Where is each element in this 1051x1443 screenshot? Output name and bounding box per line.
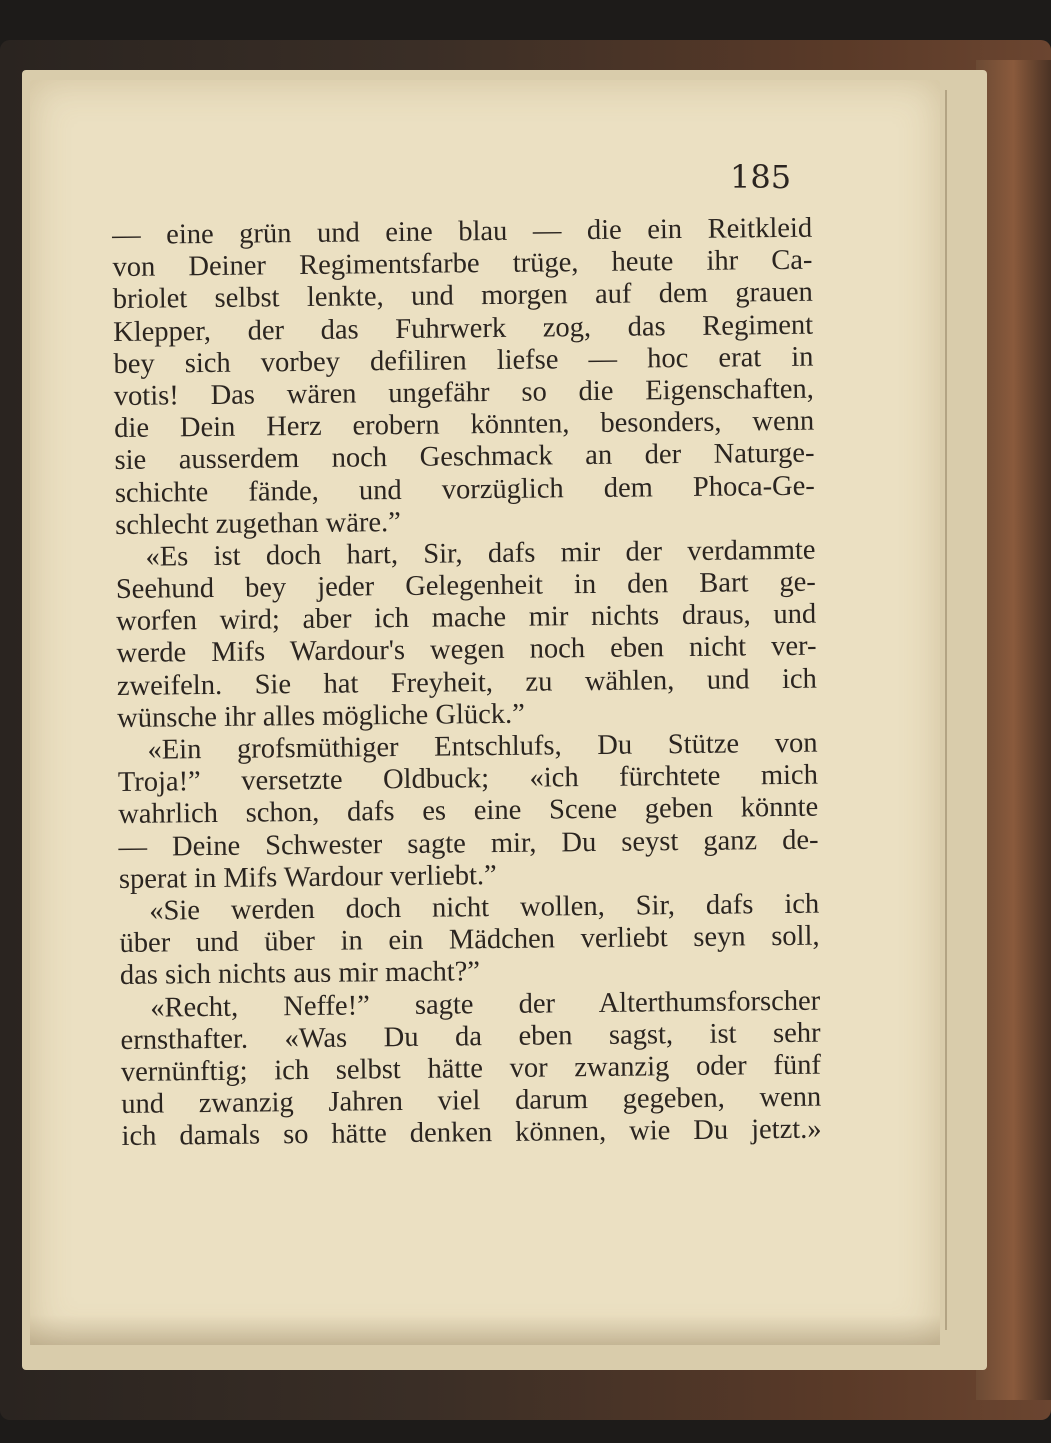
text-line: «Recht, Neffe!” sagte der Alterthumsforscher bbox=[150, 985, 821, 1024]
text-line: «Sie werden doch nicht wollen, Sir, dafs ich bbox=[149, 888, 820, 927]
text-line: vernünftig; ich selbst hätte vor zwanzig oder fünf bbox=[120, 1049, 822, 1088]
page-text bbox=[112, 213, 822, 1154]
text-line: Klepper, der das Fuhrwerk zog, das Regiment bbox=[113, 309, 814, 348]
text-line: worfen wird; aber ich mache mir nichts draus, und bbox=[116, 598, 817, 638]
text-line: bey sich vorbey defiliren liefse — hoc erat in bbox=[113, 341, 814, 380]
text-line: und zwanzig Jahren viel darum gegeben, wenn bbox=[121, 1081, 822, 1121]
text-line: das sich nichts aus mir macht?” bbox=[119, 956, 481, 992]
text-line: Troja!” versetzte Oldbuck; «ich fürchtete mich bbox=[117, 759, 819, 799]
text-line: Seehund bey jeder Gelegenheit in den Bart ge- bbox=[115, 566, 816, 606]
text-line: «Ein grofsmüthiger Entschlufs, Du Stütze von bbox=[147, 727, 818, 766]
text-line: schlecht zugethan wäre.” bbox=[115, 506, 401, 541]
text-line: ernsthafter. «Was Du da eben sagst, ist sehr bbox=[120, 1017, 821, 1056]
text-line: «Es ist doch hart, Sir, dafs mir der verdammte bbox=[145, 534, 816, 573]
page-gutter bbox=[945, 90, 947, 1330]
text-line: — eine grün und eine blau — die ein Reitkleid bbox=[112, 212, 813, 251]
page-number: 185 bbox=[730, 158, 792, 196]
book-spine-edge bbox=[976, 60, 1051, 1400]
book-page bbox=[30, 80, 940, 1345]
text-line: sperat in Mifs Wardour verliebt.” bbox=[118, 859, 497, 895]
text-line: von Deiner Regimentsfarbe trüge, heute ihr Ca- bbox=[112, 244, 813, 284]
text-line: — Deine Schwester sagte mir, Du seyst ganz de- bbox=[118, 824, 819, 863]
text-line: sie ausserdem noch Geschmack an der Naturge- bbox=[114, 437, 815, 477]
page-bottom-shadow bbox=[30, 1315, 940, 1345]
text-line: zweifeln. Sie hat Freyheit, zu wählen, und ich bbox=[116, 663, 818, 702]
text-line: die Dein Herz erobern könnten, besonders, wenn bbox=[114, 405, 815, 445]
text-line: ich damals so hätte denken können, wie Du jetzt.» bbox=[121, 1113, 822, 1153]
text-line: werde Mifs Wardour's wegen noch eben nicht ver- bbox=[116, 631, 817, 670]
text-line: briolet selbst lenkte, und morgen auf dem grauen bbox=[112, 277, 813, 316]
text-line: über und über in ein Mädchen verliebt seyn soll, bbox=[119, 920, 820, 960]
text-line: wahrlich schon, dafs es eine Scene geben könnte bbox=[118, 792, 819, 831]
text-line: wünsche ihr alles mögliche Glück.” bbox=[117, 698, 525, 734]
text-line: schichte fände, und vorzüglich dem Phoca-Ge- bbox=[114, 470, 815, 509]
text-line: votis! Das wären ungefähr so die Eigenschaften, bbox=[113, 373, 814, 412]
